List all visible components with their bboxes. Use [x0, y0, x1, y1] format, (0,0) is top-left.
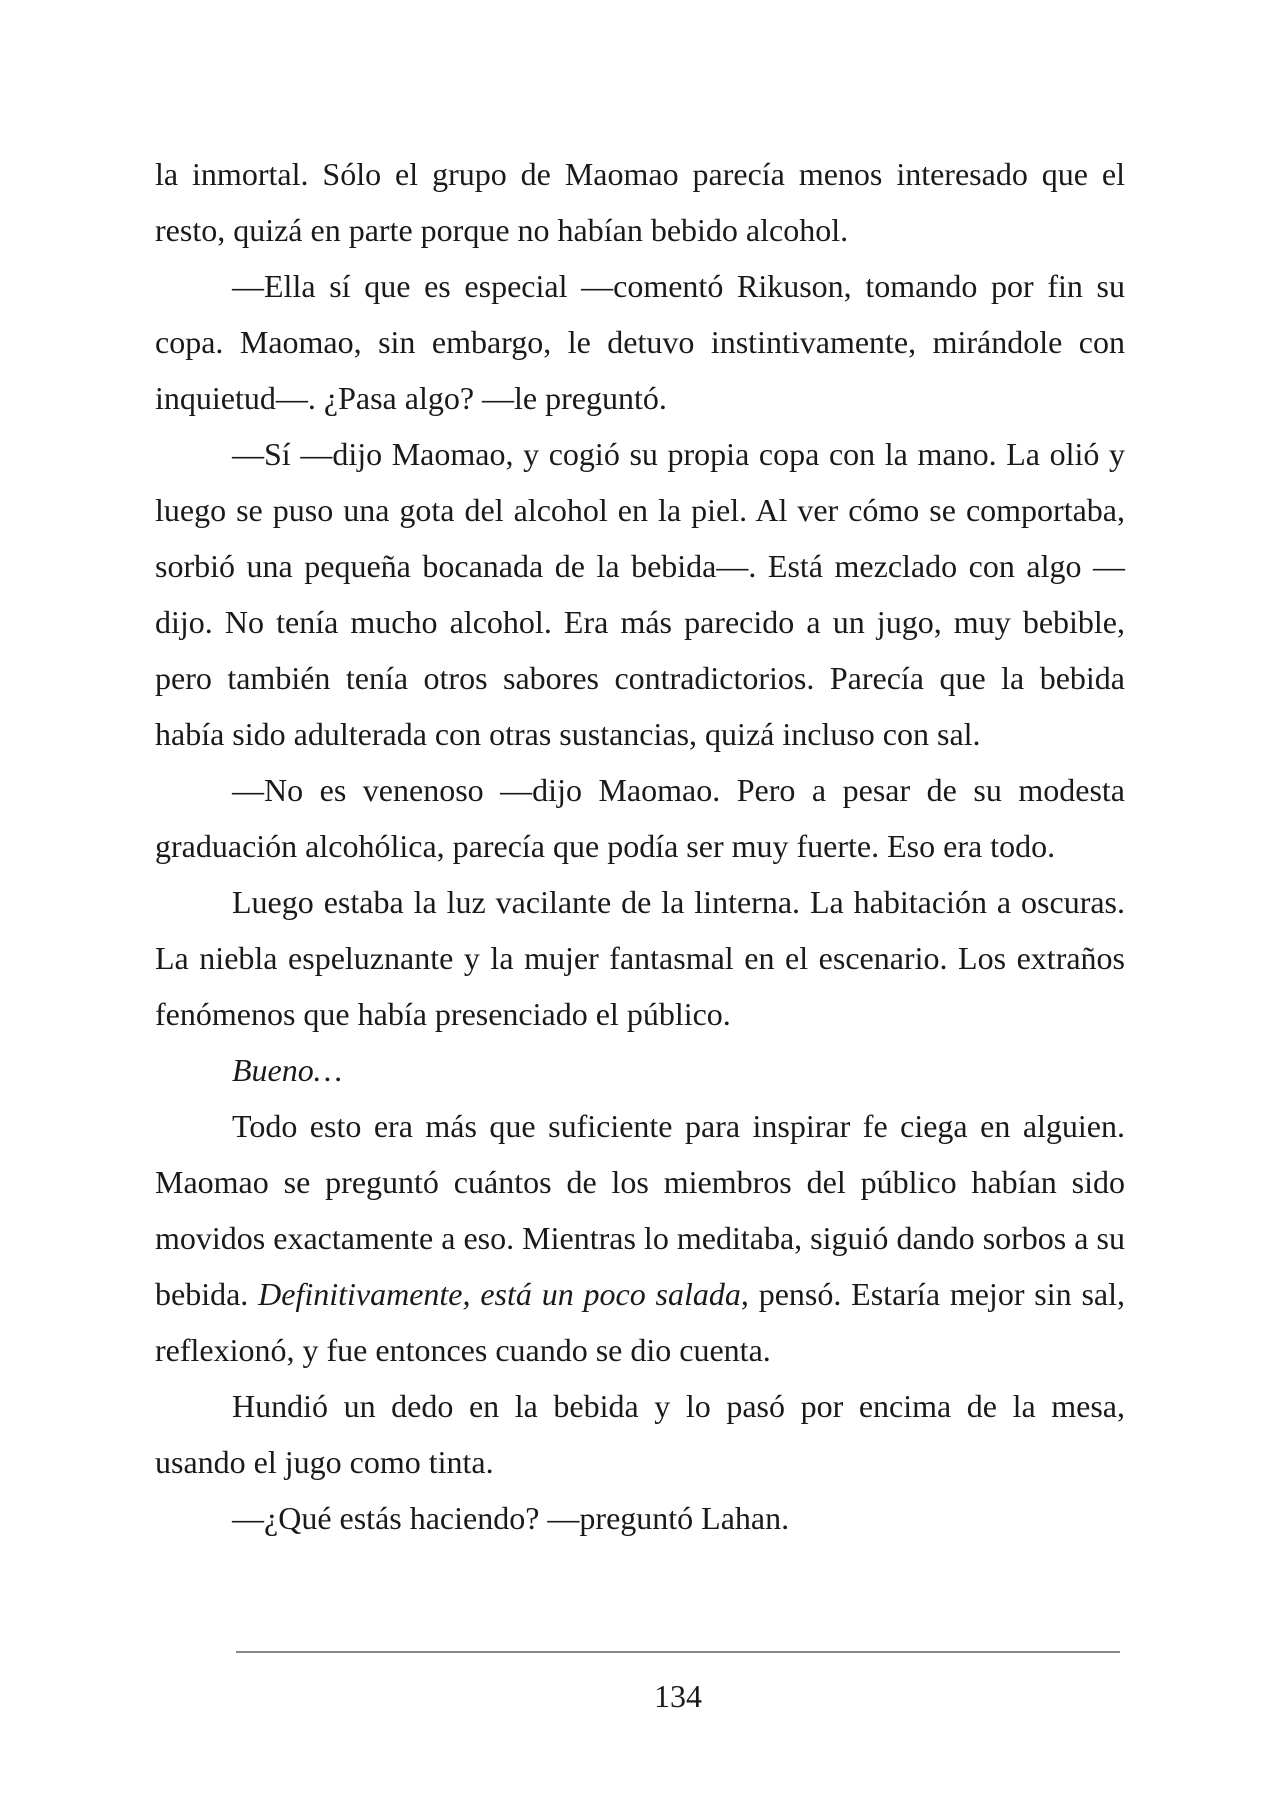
text-run: Todo esto era más que suficiente para inspirar fe ciega en alguien. Maomao se preguntó cuántos de los miembros del público habían sido movidos exactamente a eso. Mientras lo meditaba, siguió dando sorbos a su bebida.: [155, 1108, 1125, 1312]
paragraph: [155, 146, 1125, 258]
body-text: [155, 146, 1125, 1546]
paragraph: [155, 258, 1125, 426]
text-run: la inmortal. Sólo el grupo de Maomao parecía menos interesado que el resto, quizá en parte porque no habían bebido alcohol.: [155, 156, 1125, 248]
page-number: 134: [654, 1678, 702, 1714]
text-run: Luego estaba la luz vacilante de la linterna. La habitación a oscuras. La niebla espeluznante y la mujer fantasmal en el escenario. Los extraños fenómenos que había presenciado el público.: [155, 884, 1125, 1032]
paragraph: [155, 762, 1125, 874]
text-run: —Ella sí que es especial —comentó Rikuson, tomando por fin su copa. Maomao, sin embargo, le detuvo instintivamente, mirándole con inquietud—. ¿Pasa algo? —le preguntó.: [155, 268, 1125, 416]
paragraph: [155, 874, 1125, 1042]
text-run: —Sí —dijo Maomao, y cogió su propia copa con la mano. La olió y luego se puso una gota del alcohol en la piel. Al ver cómo se comportaba, sorbió una pequeña bocanada de la bebida—. Está mezclado con algo —dijo. No tenía mucho alcohol. Era más parecido a un jugo, muy bebible, pero también tenía otros sabores contradictorios. Parecía que la bebida había sido adulterada con otras sustancias, quizá incluso con sal.: [155, 436, 1125, 752]
text-run: Hundió un dedo en la bebida y lo pasó por encima de la mesa, usando el jugo como tinta.: [155, 1388, 1125, 1480]
text-run: , pensó. Estaría mejor sin sal, reflexionó, y fue entonces cuando se dio cuenta.: [155, 1276, 1126, 1368]
italic-text: Definitivamente, está un poco salada: [258, 1276, 741, 1312]
italic-text: Bueno…: [232, 1052, 343, 1088]
paragraph: [155, 1490, 1125, 1546]
footer-rule: [236, 1651, 1120, 1653]
text-run: —¿Qué estás haciendo? —preguntó Lahan.: [232, 1500, 790, 1536]
text-run: —No es venenoso —dijo Maomao. Pero a pesar de su modesta graduación alcohólica, parecía que podía ser muy fuerte. Eso era todo.: [155, 772, 1125, 864]
paragraph: [155, 1098, 1125, 1378]
paragraph: [155, 1042, 1125, 1098]
paragraph: [155, 426, 1125, 762]
paragraph: [155, 1378, 1125, 1490]
